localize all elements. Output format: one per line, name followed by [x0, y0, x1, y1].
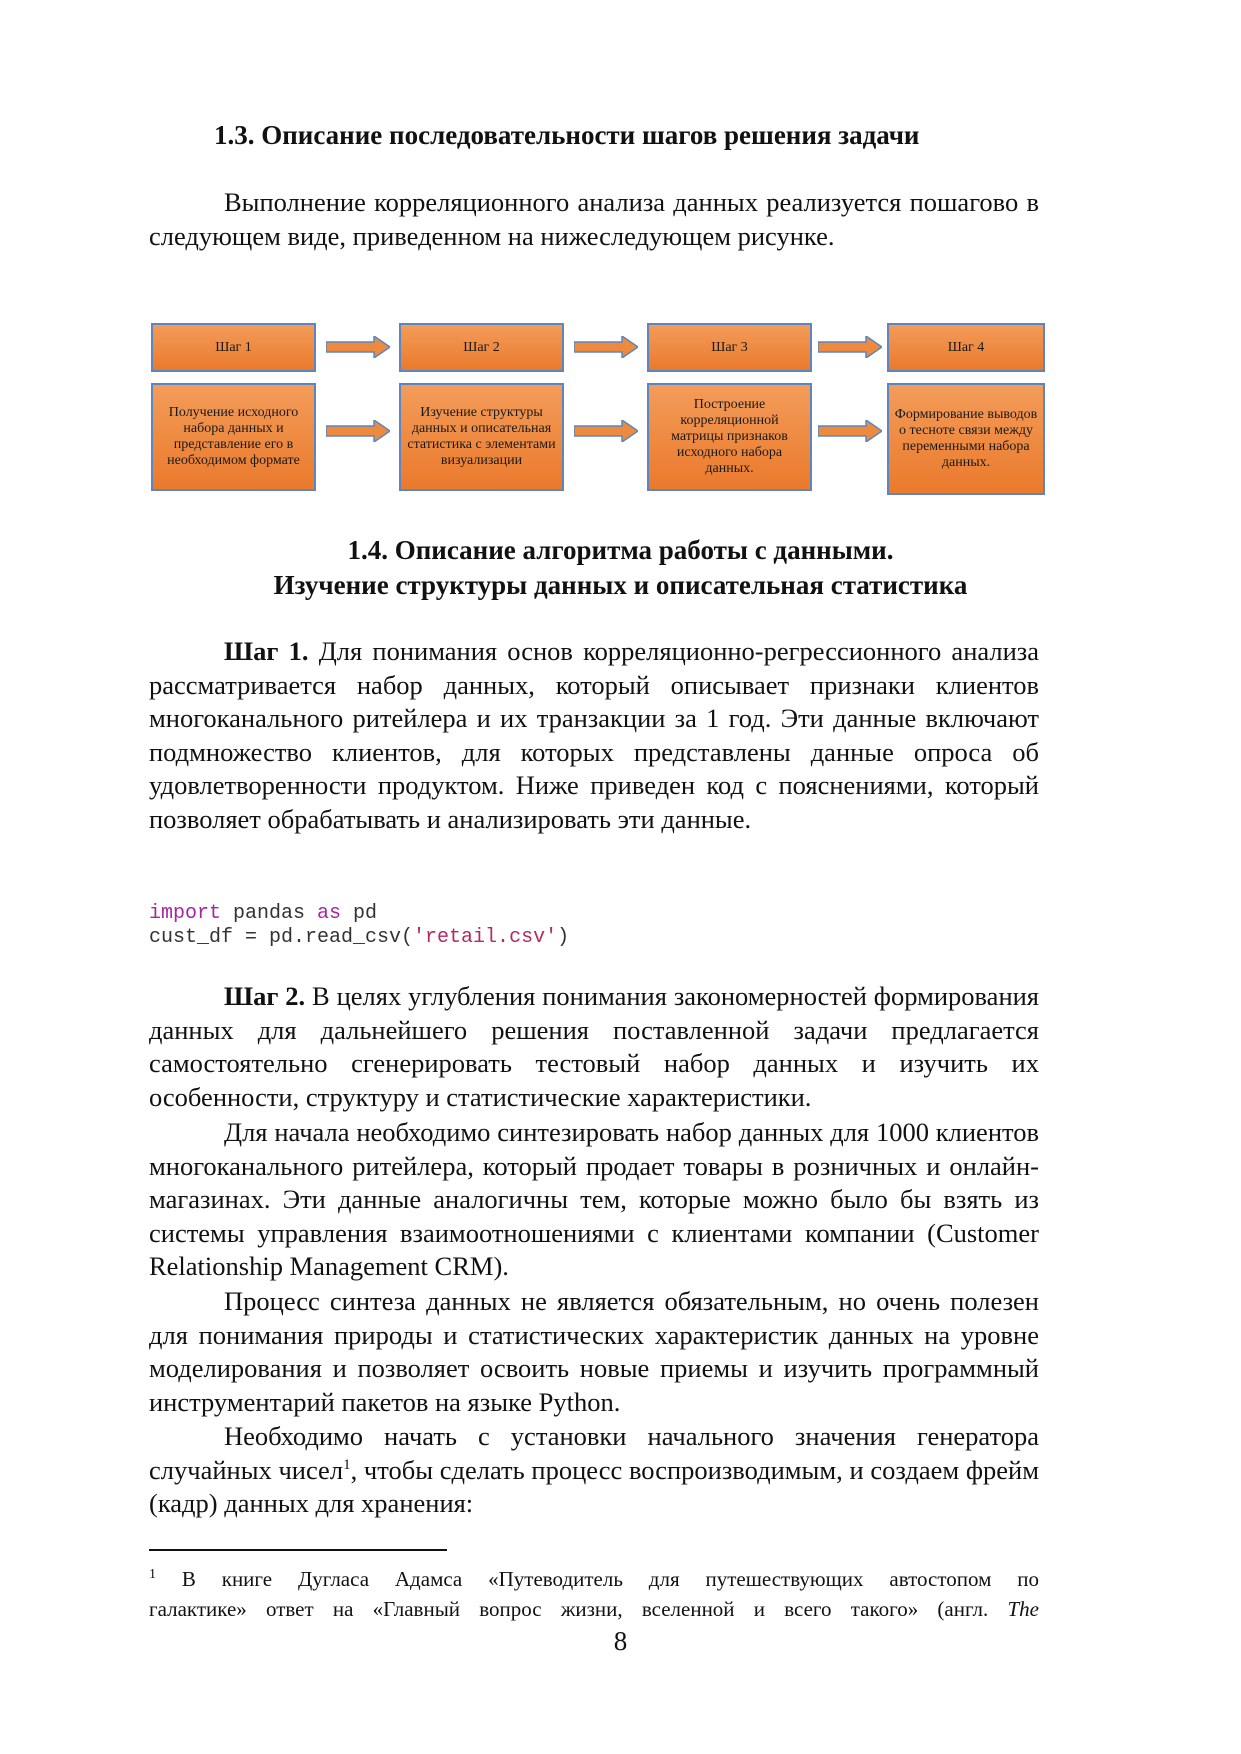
- code-text: pd: [341, 902, 378, 925]
- step-4-desc-box: [887, 383, 1045, 495]
- step-2-desc-box: [399, 383, 564, 491]
- step-4-title: Шаг 4: [947, 339, 985, 355]
- step-4-box: [887, 323, 1045, 372]
- arrow-right-icon: [574, 336, 638, 358]
- code-keyword: import: [149, 902, 222, 925]
- code-keyword: as: [317, 902, 342, 925]
- step-1-title: Шаг 1: [215, 339, 252, 355]
- step-3-desc: Построение корреляционной матрицы признаков исходного набора данных.: [671, 397, 788, 476]
- code-block: [149, 902, 569, 950]
- code-text: pandas: [221, 902, 318, 925]
- step-1-text: Для понимания основ корреляционно-регрессионного анализа рассматривается набор данных, который описывает признаки клиентов многоканального ритейлера и их транзакции за 1 год. Эти данные включают подмножество клиентов, для которых представлены данные опроса об удовлетворенности продуктом. Ниже приведен код с пояснениями, который позволяет обрабатывать и анализировать эти данные.: [149, 636, 1040, 834]
- arrow-right-icon: [818, 336, 882, 358]
- step-1-desc-box: [151, 383, 316, 491]
- footnote-italic: The: [1007, 1597, 1039, 1621]
- step-2-desc: Изучение структуры данных и описательная статистика с элементами визуализации: [407, 405, 556, 468]
- step-2-text: В целях углубления понимания закономерностей формирования данных для дальнейшего решения поставленной задачи предлагается самостоятельно сгенерировать тестовый набор данных и изучить их особенности, структуру и статистические характеристики.: [149, 981, 1039, 1112]
- intro-paragraph: Выполнение корреляционного анализа данных реализуется пошагово в следующем виде, приведенном на нижеследующем рисунке.: [149, 187, 1039, 251]
- page-number: 8: [613, 1626, 628, 1656]
- arrow-right-icon: [818, 420, 882, 442]
- arrow-right-icon: [326, 420, 390, 442]
- step-2-box: [399, 323, 564, 372]
- footnote-ref[interactable]: 1: [343, 1456, 351, 1473]
- seed-text-before: Необходимо начать с установки начального значения генератора случайных чисел: [149, 1421, 1039, 1485]
- step-2-title: Шаг 2: [463, 339, 500, 355]
- section-heading-1-4: 1.4. Описание алгоритма работы с данными.: [347, 535, 894, 565]
- footnote-number: 1: [149, 1567, 156, 1582]
- step-3-box: [647, 323, 812, 372]
- code-text: cust_df = pd.read_csv(: [149, 926, 414, 949]
- section-subheading-1-4: Изучение структуры данных и описательная статистика: [273, 570, 968, 600]
- step-3-title: Шаг 3: [711, 339, 748, 355]
- seed-text-after: , чтобы сделать процесс воспроизводимым, и создаем фрейм (кадр) данных для хранения:: [149, 1454, 1040, 1518]
- footnote-text-1: В книге Дугласа Адамса «Путеводитель для путешествующих автостопом по: [156, 1567, 1039, 1591]
- arrow-right-icon: [574, 420, 638, 442]
- process-paragraph: Процесс синтеза данных не является обязательным, но очень полезен для понимания природы и статистических характеристик данных на уровне моделирования и позволяет освоить новые приемы и изучить программный инструментарий пакетов на языке Python.: [149, 1286, 1039, 1417]
- step-1-box: [151, 323, 316, 372]
- footnote-divider: [149, 1549, 447, 1551]
- code-text: ): [557, 926, 570, 949]
- step-1-paragraph: [149, 635, 1039, 836]
- footnote-text-2: галактике» ответ на «Главный вопрос жизни, вселенной и всего такого» (англ.: [149, 1597, 1008, 1621]
- step-1-label: Шаг 1.: [224, 636, 309, 666]
- step-4-desc: Формирование выводов о тесноте связи между переменными набора данных.: [894, 407, 1038, 470]
- step-2-label: Шаг 2.: [224, 981, 306, 1011]
- step-3-desc-box: [647, 383, 812, 491]
- synthesis-paragraph: Для начала необходимо синтезировать набор данных для 1000 клиентов многоканального ритейлера, который продает товары в розничных и онлайн-магазинах. Эти данные аналогичны тем, которые можно было бы взять из системы управления взаимоотношениями с клиентами компании (Customer Relationship Management CRM).: [149, 1117, 1039, 1281]
- step-2-paragraph: [149, 980, 1039, 1114]
- section-heading-1-3: 1.3. Описание последовательности шагов решения задачи: [214, 120, 920, 150]
- footnote-line-1: [149, 1564, 1039, 1594]
- arrow-right-icon: [326, 336, 390, 358]
- footnote-line-2: [149, 1594, 1039, 1624]
- seed-paragraph: [149, 1420, 1039, 1521]
- step-1-desc: Получение исходного набора данных и представление его в необходимом формате: [167, 405, 300, 468]
- code-string: 'retail.csv': [413, 926, 558, 949]
